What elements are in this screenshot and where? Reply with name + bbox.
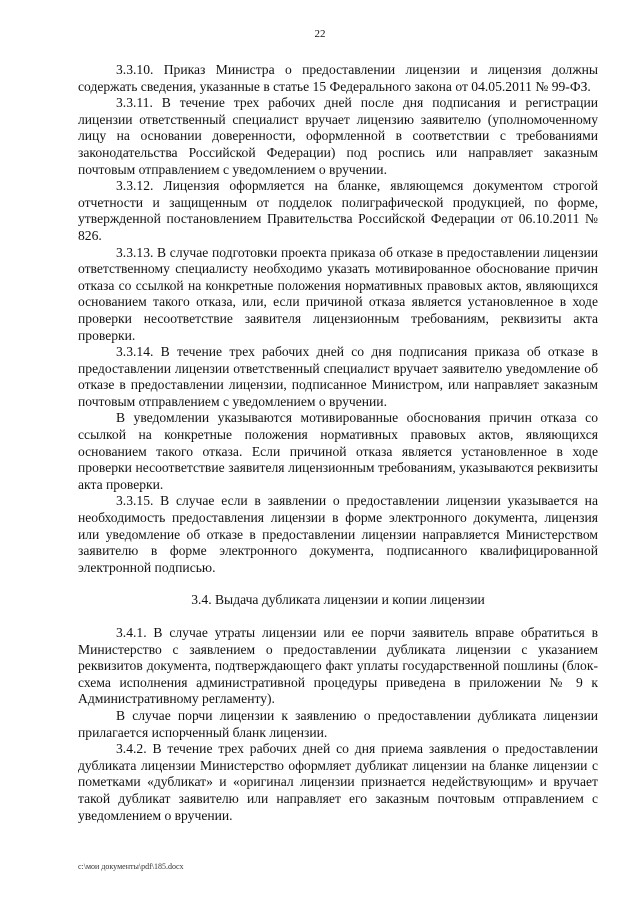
- paragraph-3-3-11: 3.3.11. В течение трех рабочих дней после дня подписания и регистрации лицензии ответственный специалист вручает лицензию заявителю (уполномоченному лицу на основании доверенности, оформленной в соответствии с требованиями законодательства Российской Федерации) под роспись или направляет заказным почтовым отправлением с уведомлением о вручении.: [78, 95, 598, 177]
- footer-file-path: c:\мои документы\pdf\185.docx: [78, 862, 184, 871]
- paragraph-3-3-13: 3.3.13. В случае подготовки проекта приказа об отказе в предоставлении лицензии ответственному специалисту необходимо указать мотивированное обоснование причин отказа со ссылкой на конкретные положения нормативных правовых актов, являющихся основанием такого отказа, или, если причиной отказа является установленное в ходе проверки несоответствие заявителя лицензионным требованиям, реквизиты акта проверки.: [78, 244, 598, 343]
- paragraph-3-3-12: 3.3.12. Лицензия оформляется на бланке, являющемся документом строгой отчетности и защищенным от подделок полиграфической продукцией, по форме, утвержденной постановлением Правительства Российской Федерации от 06.10.2011 № 826.: [78, 178, 598, 243]
- paragraph-3-4-1: 3.4.1. В случае утраты лицензии или ее порчи заявитель вправе обратиться в Министерство с заявлением о предоставлении дубликата лицензии с указанием реквизитов документа, подтверждающего факт уплаты государственной пошлины (блок-схема исполнения административной процедуры приведена в приложении № 9 к Административному регламенту).: [78, 625, 598, 707]
- paragraph-refusal-notice: В уведомлении указываются мотивированные обоснования причин отказа со ссылкой на конкретные положения нормативных правовых актов, являющихся основанием такого отказа. Если причиной отказа является установленное в ходе проверки несоответствие заявителя лицензионным требованиям, указываются реквизиты акта проверки.: [78, 410, 598, 492]
- section-heading: 3.4. Выдача дубликата лицензии и копии лицензии: [191, 592, 485, 608]
- paragraph-3-4-2: 3.4.2. В течение трех рабочих дней со дня приема заявления о предоставлении дубликата лицензии Министерство оформляет дубликат лицензии на бланке лицензии с пометками «дубликат» и «оригинал лицензии признается недействующим» и вручает такой дубликат заявителю или направляет его заказным почтовым отправлением с уведомлением о вручении.: [78, 741, 598, 823]
- document-body: [78, 62, 598, 824]
- paragraph-3-3-14: 3.3.14. В течение трех рабочих дней со дня подписания приказа об отказе в предоставлении лицензии ответственный специалист вручает заявителю уведомление об отказе в предоставлении лицензии, подписанное Министром, или направляет заказным почтовым отправлением с уведомлением о вручении.: [78, 344, 598, 409]
- paragraph-3-3-15: 3.3.15. В случае если в заявлении о предоставлении лицензии указывается на необходимость предоставления лицензии в форме электронного документа, лицензия или уведомление об отказе в предоставлении лицензии направляется Министерством заявителю в форме электронного документа, подписанного квалифицированной электронной подписью.: [78, 493, 598, 575]
- page-number: 22: [314, 28, 326, 40]
- paragraph-damaged-license: В случае порчи лицензии к заявлению о предоставлении дубликата лицензии прилагается испорченный бланк лицензии.: [78, 707, 598, 740]
- paragraph-3-3-10: 3.3.10. Приказ Министра о предоставлении лицензии и лицензия должны содержать сведения, указанные в статье 15 Федерального закона от 04.05.2011 № 99-ФЗ.: [78, 62, 598, 94]
